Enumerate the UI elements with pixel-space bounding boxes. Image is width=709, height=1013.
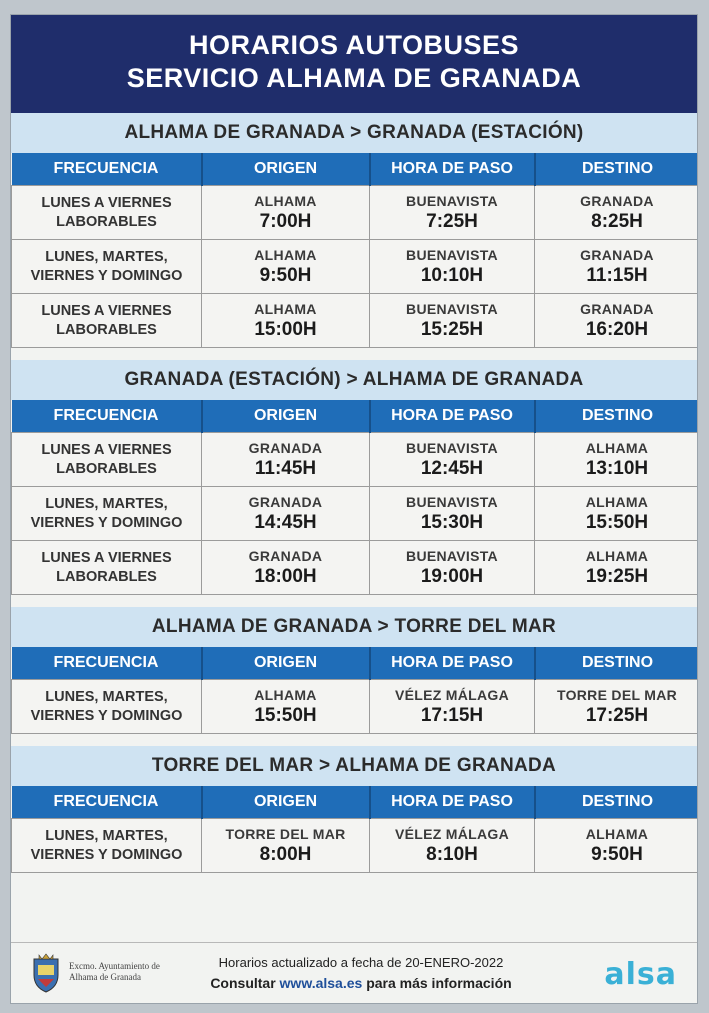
stop-name: ALHAMA — [585, 547, 649, 564]
origen-cell — [202, 487, 370, 541]
column-header-frecuencia: FRECUENCIA — [12, 786, 202, 819]
stop-time: 16:20H — [585, 318, 649, 340]
stop-time: 17:25H — [585, 704, 649, 726]
stop-time: 11:15H — [586, 264, 648, 286]
alsa-logo: alsa — [604, 957, 677, 992]
column-header-origen: ORIGEN — [202, 153, 370, 186]
column-header-hora-de-paso: HORA DE PASO — [370, 647, 535, 680]
column-header-destino: DESTINO — [535, 400, 699, 433]
origen-cell — [202, 186, 370, 240]
origen-cell — [202, 240, 370, 294]
column-header-hora-de-paso: HORA DE PASO — [370, 400, 535, 433]
destino-cell — [535, 294, 699, 348]
table-row — [12, 819, 699, 873]
alsa-website-link[interactable]: www.alsa.es — [279, 975, 363, 991]
frecuencia-cell: LUNES, MARTES, VIERNES Y DOMINGO — [12, 680, 202, 734]
stop-name: GRANADA — [248, 439, 323, 456]
origen-cell — [202, 433, 370, 487]
table-row — [12, 294, 699, 348]
stop-time: 8:00H — [259, 843, 312, 865]
stop-time: 9:50H — [259, 264, 312, 286]
destino-cell — [535, 541, 699, 595]
stop-time: 9:50H — [591, 843, 643, 865]
column-header-hora-de-paso: HORA DE PASO — [370, 153, 535, 186]
stop-name: BUENAVISTA — [406, 439, 498, 456]
table-row — [12, 433, 699, 487]
frecuencia-cell: LUNES, MARTES, VIERNES Y DOMINGO — [12, 819, 202, 873]
poster-title — [11, 15, 697, 113]
stop-time: 17:15H — [420, 704, 484, 726]
table-row — [12, 680, 699, 734]
route-section — [11, 746, 697, 873]
route-title: ALHAMA DE GRANADA > GRANADA (ESTACIÓN) — [11, 113, 697, 153]
stop-name: ALHAMA — [585, 493, 649, 510]
stop-name: TORRE DEL MAR — [556, 686, 678, 703]
origen-cell — [202, 819, 370, 873]
stop-time: 13:10H — [585, 457, 649, 479]
route-title: TORRE DEL MAR > ALHAMA DE GRANADA — [11, 746, 697, 786]
poster-footer — [11, 942, 697, 1003]
frecuencia-cell: LUNES, MARTES, VIERNES Y DOMINGO — [12, 487, 202, 541]
column-header-origen: ORIGEN — [202, 400, 370, 433]
route-title: ALHAMA DE GRANADA > TORRE DEL MAR — [11, 607, 697, 647]
column-header-destino: DESTINO — [535, 647, 699, 680]
title-line-2: SERVICIO ALHAMA DE GRANADA — [126, 63, 582, 93]
table-header-row — [12, 400, 699, 433]
table-header-row — [12, 647, 699, 680]
frecuencia-cell: LUNES A VIERNES LABORABLES — [12, 186, 202, 240]
hora-de-paso-cell — [370, 240, 535, 294]
destino-cell — [535, 433, 699, 487]
column-header-frecuencia: FRECUENCIA — [12, 400, 202, 433]
stop-time: 7:00H — [259, 210, 312, 232]
stop-name: ALHAMA — [585, 825, 649, 842]
origen-cell — [202, 541, 370, 595]
stop-name: GRANADA — [580, 300, 654, 317]
stop-time: 8:10H — [426, 843, 478, 865]
stop-name: VÉLEZ MÁLAGA — [394, 686, 510, 703]
frecuencia-cell: LUNES A VIERNES LABORABLES — [12, 541, 202, 595]
stop-time: 10:10H — [420, 264, 484, 286]
schedule-table — [11, 153, 698, 348]
frecuencia-cell: LUNES A VIERNES LABORABLES — [12, 433, 202, 487]
hora-de-paso-cell — [370, 487, 535, 541]
destino-cell — [535, 819, 699, 873]
stop-time: 14:45H — [254, 511, 317, 533]
hora-de-paso-cell — [370, 541, 535, 595]
stop-name: GRANADA — [580, 192, 654, 209]
stop-time: 19:00H — [420, 565, 484, 587]
stop-name: BUENAVISTA — [406, 246, 498, 263]
table-header-row — [12, 786, 699, 819]
stop-name: BUENAVISTA — [406, 300, 498, 317]
hora-de-paso-cell — [370, 186, 535, 240]
stop-name: GRANADA — [580, 246, 654, 263]
stop-name: TORRE DEL MAR — [225, 825, 346, 842]
hora-de-paso-cell — [370, 819, 535, 873]
column-header-frecuencia: FRECUENCIA — [12, 153, 202, 186]
consult-line — [171, 975, 551, 991]
stop-name: ALHAMA — [585, 439, 649, 456]
stop-time: 18:00H — [254, 565, 317, 587]
table-row — [12, 541, 699, 595]
consult-prefix: Consultar — [210, 975, 276, 991]
column-header-origen: ORIGEN — [202, 786, 370, 819]
origen-cell — [202, 680, 370, 734]
stop-time: 12:45H — [420, 457, 484, 479]
destino-cell — [535, 240, 699, 294]
stop-time: 7:25H — [426, 210, 478, 232]
stop-name: BUENAVISTA — [406, 547, 498, 564]
destino-cell — [535, 487, 699, 541]
route-section — [11, 360, 697, 595]
title-line-1: HORARIOS AUTOBUSES — [188, 30, 520, 60]
stop-name: ALHAMA — [254, 246, 317, 263]
origen-cell — [202, 294, 370, 348]
stop-name: BUENAVISTA — [406, 493, 498, 510]
destino-cell — [535, 680, 699, 734]
schedule-table — [11, 647, 698, 734]
column-header-frecuencia: FRECUENCIA — [12, 647, 202, 680]
column-header-hora-de-paso: HORA DE PASO — [370, 786, 535, 819]
stop-name: ALHAMA — [254, 300, 317, 317]
frecuencia-cell: LUNES A VIERNES LABORABLES — [12, 294, 202, 348]
stop-name: GRANADA — [248, 547, 323, 564]
routes-container — [11, 113, 697, 873]
schedule-table — [11, 786, 698, 873]
stop-time: 8:25H — [591, 210, 643, 232]
ayuntamiento-line-1: Excmo. Ayuntamiento de — [69, 961, 160, 971]
route-section — [11, 113, 697, 348]
route-section — [11, 607, 697, 734]
stop-name: ALHAMA — [254, 192, 317, 209]
stop-time: 15:00H — [254, 318, 317, 340]
stop-time: 15:30H — [420, 511, 484, 533]
table-row — [12, 240, 699, 294]
table-row — [12, 186, 699, 240]
stop-name: BUENAVISTA — [406, 192, 498, 209]
stop-time: 15:50H — [254, 704, 317, 726]
column-header-origen: ORIGEN — [202, 647, 370, 680]
stop-name: ALHAMA — [254, 686, 317, 703]
table-row — [12, 487, 699, 541]
hora-de-paso-cell — [370, 294, 535, 348]
column-header-destino: DESTINO — [535, 786, 699, 819]
hora-de-paso-cell — [370, 680, 535, 734]
ayuntamiento-line-2: Alhama de Granada — [69, 972, 141, 982]
consult-suffix: para más información — [366, 975, 512, 991]
schedule-poster — [10, 14, 698, 1004]
stop-name: VÉLEZ MÁLAGA — [394, 825, 510, 842]
destino-cell — [535, 186, 699, 240]
stop-time: 19:25H — [585, 565, 649, 587]
coat-of-arms-icon — [29, 953, 63, 993]
hora-de-paso-cell — [370, 433, 535, 487]
column-header-destino: DESTINO — [535, 153, 699, 186]
table-header-row — [12, 153, 699, 186]
stop-name: GRANADA — [248, 493, 323, 510]
updated-date: Horarios actualizado a fecha de 20-ENERO-2022 — [218, 955, 504, 970]
stop-time: 15:25H — [420, 318, 484, 340]
schedule-table — [11, 400, 698, 595]
stop-time: 15:50H — [585, 511, 649, 533]
frecuencia-cell: LUNES, MARTES, VIERNES Y DOMINGO — [12, 240, 202, 294]
route-title: GRANADA (ESTACIÓN) > ALHAMA DE GRANADA — [11, 360, 697, 400]
stop-time: 11:45H — [254, 457, 317, 479]
